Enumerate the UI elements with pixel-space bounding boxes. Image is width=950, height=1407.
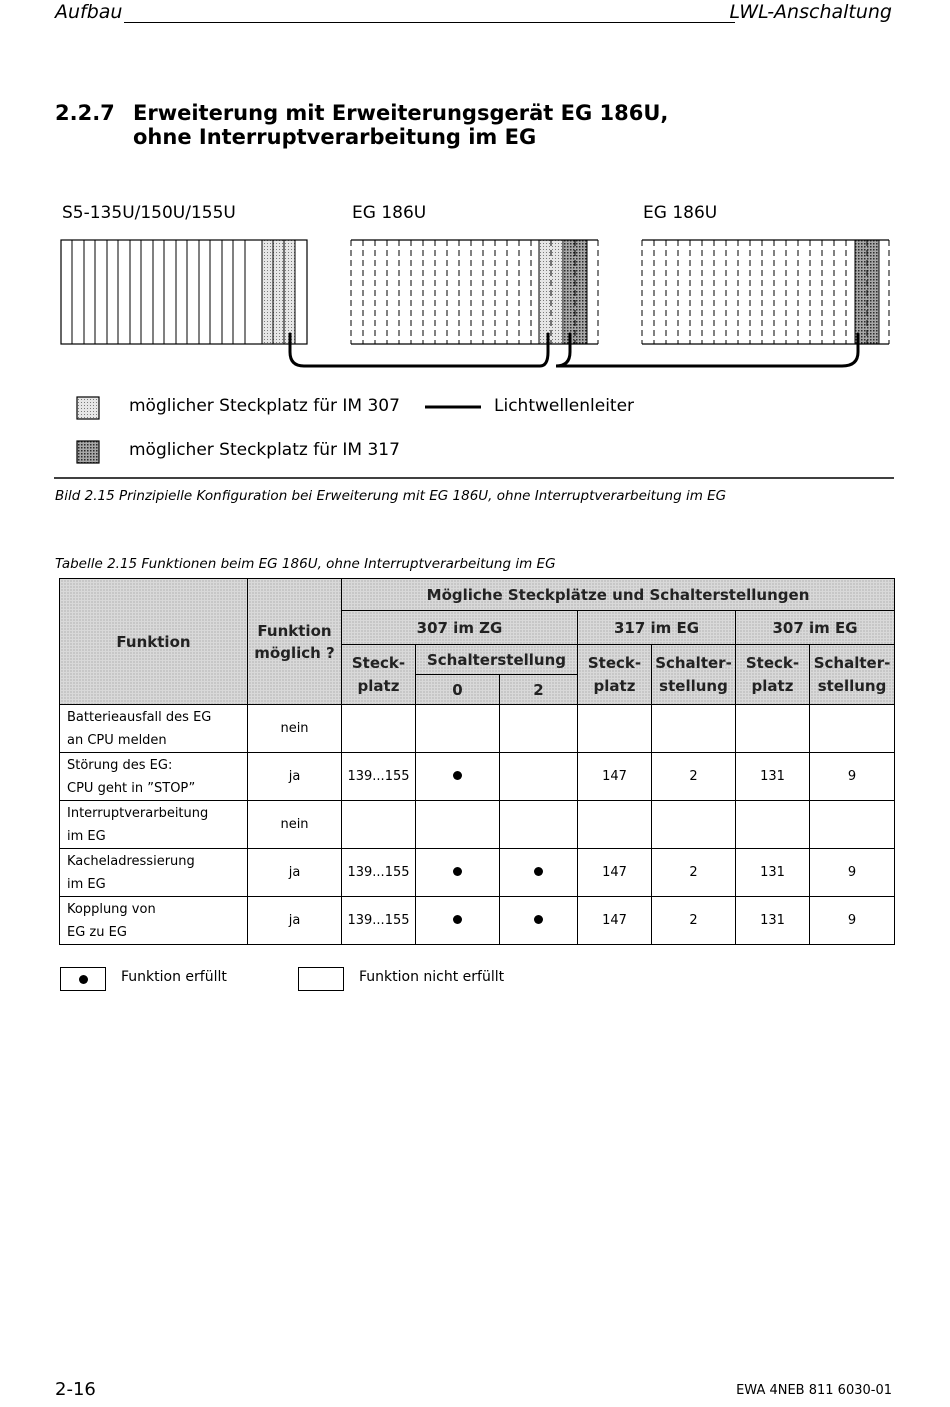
row-possible: ja: [248, 849, 342, 897]
row-function-line1: Kacheladressierung: [67, 853, 195, 869]
header-317-steckplatz: [578, 645, 652, 705]
header-307eg-schalter-line1: Schalter-: [813, 653, 891, 672]
row-zg-slot: 139...155: [342, 897, 416, 945]
row-zg-switch-0: [416, 801, 500, 849]
header-307eg-steckplatz-line1: Steck-: [745, 653, 800, 672]
row-function-line2: EG zu EG: [67, 924, 127, 940]
table-row: [60, 849, 895, 897]
row-307eg-switch: [810, 705, 895, 753]
row-zg-slot: 139...155: [342, 753, 416, 801]
header-zg-steckplatz-line1: Steck-: [351, 653, 406, 672]
table-row: [60, 897, 895, 945]
header-switch-pos-0: 0: [416, 675, 500, 705]
header-moeglich-line1: Funktion: [257, 621, 332, 640]
header-funktion: Funktion: [60, 579, 248, 705]
legend-swatch-im307: [77, 397, 99, 419]
filled-dot-icon: [79, 975, 88, 984]
row-function-line2: im EG: [67, 876, 106, 892]
header-zg-steckplatz-line2: platz: [357, 676, 400, 695]
table-row: [60, 801, 895, 849]
header-moeglich-line2: möglich ?: [254, 643, 335, 662]
row-function: [60, 801, 248, 849]
row-317-switch: [652, 705, 736, 753]
row-zg-switch-0: [416, 753, 500, 801]
header-307-zg: 307 im ZG: [342, 611, 578, 645]
section-number: 2.2.7: [55, 101, 115, 125]
rack-central-unit: [61, 240, 307, 344]
running-header-right: LWL-Anschaltung: [729, 1, 892, 23]
header-schalterstellung: Schalterstellung: [416, 645, 578, 675]
filled-dot-icon: [453, 771, 462, 780]
page-number: 2-16: [55, 1379, 96, 1400]
header-317-schalter-line2: stellung: [659, 676, 728, 695]
row-zg-switch-2: [500, 801, 578, 849]
row-317-switch: 2: [652, 897, 736, 945]
header-307eg-steckplatz-line2: platz: [751, 676, 794, 695]
row-zg-slot: [342, 705, 416, 753]
row-possible: ja: [248, 753, 342, 801]
row-307eg-switch: 9: [810, 753, 895, 801]
legend-text-im307: möglicher Steckplatz für IM 307: [129, 396, 400, 416]
row-307eg-slot: 131: [736, 753, 810, 801]
rack-eg-186u-2: [642, 240, 889, 344]
row-zg-slot: 139...155: [342, 849, 416, 897]
header-307eg-schalter-line2: stellung: [817, 676, 887, 695]
row-307eg-switch: 9: [810, 849, 895, 897]
rack-label-eg2: EG 186U: [643, 203, 718, 223]
filled-dot-icon: [534, 915, 543, 924]
header-307-eg: 307 im EG: [736, 611, 895, 645]
row-function-line1: Interruptverarbeitung: [67, 805, 209, 821]
row-zg-switch-2: [500, 705, 578, 753]
table-row: [60, 705, 895, 753]
legend-text-fiber: Lichtwellenleiter: [494, 396, 635, 416]
legend-text-fulfilled: Funktion erfüllt: [121, 969, 227, 985]
document-number: EWA 4NEB 811 6030-01: [736, 1383, 892, 1398]
row-317-slot: 147: [578, 849, 652, 897]
filled-dot-icon: [534, 867, 543, 876]
rack-eg-186u-1: [351, 240, 598, 344]
filled-dot-icon: [453, 915, 462, 924]
row-possible: ja: [248, 897, 342, 945]
row-317-switch: 2: [652, 753, 736, 801]
header-317-eg: 317 im EG: [578, 611, 736, 645]
legend-swatch-im317: [77, 441, 99, 463]
header-switch-pos-2: 2: [500, 675, 578, 705]
table-row: [60, 753, 895, 801]
header-group: Mögliche Steckplätze und Schalterstellungen: [342, 579, 895, 611]
row-317-switch: 2: [652, 849, 736, 897]
row-zg-switch-0: [416, 849, 500, 897]
header-zg-steckplatz: [342, 645, 416, 705]
figure-caption: Bild 2.15 Prinzipielle Konfiguration bei Erweiterung mit EG 186U, ohne Interruptverarbeitung im EG: [55, 488, 727, 504]
row-zg-switch-2: [500, 897, 578, 945]
row-307eg-switch: [810, 801, 895, 849]
row-function: [60, 705, 248, 753]
running-header-left: Aufbau: [55, 1, 123, 23]
row-zg-slot: [342, 801, 416, 849]
header-317-schalter-line1: Schalter-: [655, 653, 732, 672]
row-307eg-slot: 131: [736, 849, 810, 897]
rack-label-eg1: EG 186U: [352, 203, 427, 223]
header-307eg-steckplatz: [736, 645, 810, 705]
row-possible: nein: [248, 801, 342, 849]
row-307eg-slot: 131: [736, 897, 810, 945]
row-zg-switch-2: [500, 849, 578, 897]
row-317-slot: [578, 705, 652, 753]
row-307eg-slot: [736, 705, 810, 753]
row-function-line1: Batterieausfall des EG: [67, 709, 212, 725]
header-317-steckplatz-line2: platz: [593, 676, 636, 695]
function-table: [59, 578, 895, 945]
legend-text-im317: möglicher Steckplatz für IM 317: [129, 440, 400, 460]
header-317-schalterstellung: [652, 645, 736, 705]
row-317-switch: [652, 801, 736, 849]
row-317-slot: [578, 801, 652, 849]
legend-box-not-fulfilled: [298, 967, 344, 991]
row-307eg-switch: 9: [810, 897, 895, 945]
row-317-slot: 147: [578, 753, 652, 801]
row-possible: nein: [248, 705, 342, 753]
row-function-line2: im EG: [67, 828, 106, 844]
section-title-line2: ohne Interruptverarbeitung im EG: [133, 125, 537, 149]
legend-box-fulfilled: [60, 967, 106, 991]
header-317-steckplatz-line1: Steck-: [587, 653, 642, 672]
row-zg-switch-0: [416, 705, 500, 753]
row-zg-switch-0: [416, 897, 500, 945]
row-function-line1: Kopplung von: [67, 901, 156, 917]
section-title-line1: Erweiterung mit Erweiterungsgerät EG 186U,: [133, 101, 669, 125]
table-caption: Tabelle 2.15 Funktionen beim EG 186U, ohne Interruptverarbeitung im EG: [55, 556, 556, 572]
row-function-line2: an CPU melden: [67, 732, 167, 748]
filled-dot-icon: [453, 867, 462, 876]
row-function-line2: CPU geht in ”STOP”: [67, 780, 196, 796]
row-function: [60, 897, 248, 945]
row-307eg-slot: [736, 801, 810, 849]
row-function: [60, 849, 248, 897]
header-moeglich: [248, 579, 342, 705]
rack-label-central: S5-135U/150U/155U: [62, 203, 236, 223]
row-function: [60, 753, 248, 801]
row-zg-switch-2: [500, 753, 578, 801]
row-function-line1: Störung des EG:: [67, 757, 173, 773]
row-317-slot: 147: [578, 897, 652, 945]
legend-text-not-fulfilled: Funktion nicht erfüllt: [359, 969, 505, 985]
header-307eg-schalterstellung: [810, 645, 895, 705]
